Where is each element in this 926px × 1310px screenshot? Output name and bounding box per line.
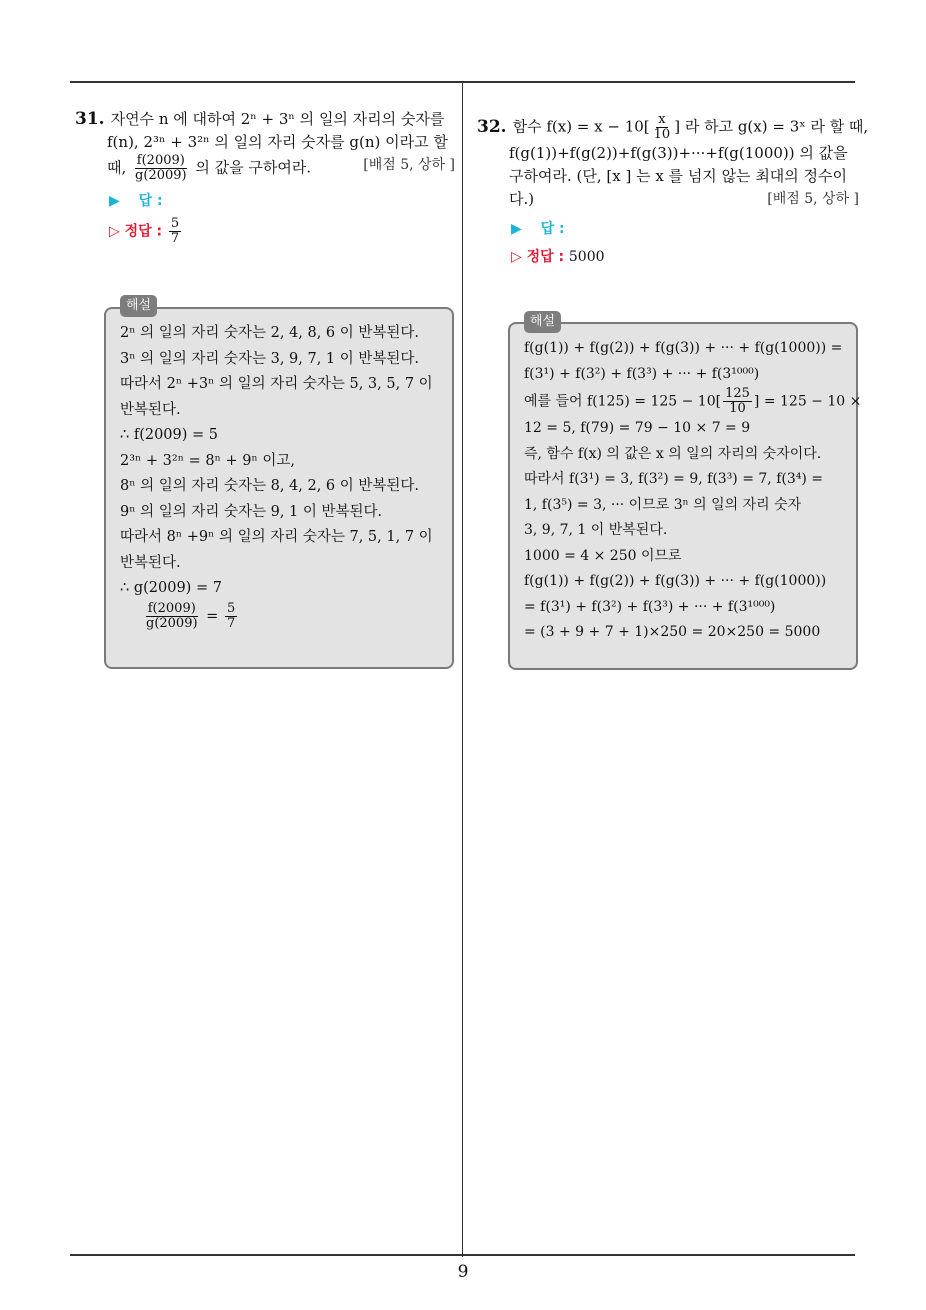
question-line: 자연수 n 에 대하여 2ⁿ + 3ⁿ 의 일의 자리의 숫자를 [110, 110, 445, 128]
solution-line: 1000 = 4 × 250 이므로 [524, 547, 682, 564]
solution-line: 즉, 함수 f(x) 의 값은 x 의 일의 자리의 숫자이다. [524, 445, 822, 462]
correct-answer-value: 5000 [568, 249, 605, 265]
question-line: 함수 f(x) = x − 10[ [512, 117, 650, 136]
solution-line: 따라서 2ⁿ +3ⁿ 의 일의 자리 숫자는 5, 3, 5, 7 이 [120, 376, 433, 392]
column-divider [462, 81, 463, 1257]
solution-tag: 해설 [120, 295, 157, 317]
solution-line: f(g(1)) + f(g(2)) + f(g(3)) + ··· + f(g(1000)) = [524, 340, 843, 356]
solution-line: 따라서 f(3¹) = 3, f(3²) = 9, f(3³) = 7, f(3⁴) = [524, 471, 824, 487]
question-line: f(g(1))+f(g(2))+f(g(3))+···+f(g(1000)) 의 값을 [509, 144, 848, 162]
solution-box-32 [508, 322, 862, 670]
solution-line: 9ⁿ 의 일의 자리 숫자는 9, 1 이 반복된다. [120, 503, 383, 520]
solution-box-31 [104, 307, 454, 669]
solution-line: 3, 9, 7, 1 이 반복된다. [524, 522, 668, 538]
answer-label: 답 : [540, 221, 565, 237]
solution-line: 예를 들어 f(125) = 125 − 10[ [524, 393, 722, 410]
fraction: $\frac{x}{10}$ [653, 112, 671, 142]
score-meta: [배점 5, 상하 ] [767, 191, 859, 207]
question-number: 31. [75, 109, 105, 129]
question-line: 의 값을 구하여라. [195, 158, 312, 177]
solution-line: 반복된다. [120, 554, 181, 571]
fraction: $\frac{f(2009)}{g(2009)}$ [135, 153, 187, 183]
solution-line: 8ⁿ 의 일의 자리 숫자는 8, 4, 2, 6 이 반복된다. [120, 478, 420, 494]
solution-line: 12 = 5, f(79) = 79 − 10 × 7 = 9 [524, 420, 751, 436]
solution-fraction: $\frac{125}{10}$ [725, 386, 750, 416]
correct-label: 정답 : [124, 223, 163, 240]
page-number: 9 [457, 1262, 469, 1282]
question-number: 32. [477, 116, 507, 137]
question-line: 구하여라. (단, [x ] 는 x 를 넘지 않는 최대의 정수이 [509, 167, 848, 185]
answer-label: 답 : [138, 193, 163, 209]
solution-fraction: $\frac{f(2009)}{g(2009)}$ [146, 600, 198, 631]
equals-sign: = [206, 608, 219, 624]
solution-line: f(3¹) + f(3²) + f(3³) + ··· + f(3¹⁰⁰⁰) [524, 365, 760, 382]
question-line: f(n), 2³ⁿ + 3²ⁿ 의 일의 자리 숫자를 g(n) 이라고 할 [107, 133, 448, 151]
question-line: 다.) [509, 190, 535, 208]
solution-line: f(g(1)) + f(g(2)) + f(g(3)) + ··· + f(g(1000)) [524, 573, 827, 589]
question-line: ] 라 하고 g(x) = 3ˣ 라 할 때, [674, 117, 869, 136]
outline-triangle-icon: ▷ [511, 249, 522, 265]
question-31 [75, 108, 455, 246]
solution-line: ] = 125 − 10 × [753, 393, 862, 410]
solution-line: 반복된다. [120, 401, 181, 418]
score-meta: [배점 5, 상하 ] [363, 157, 455, 173]
solution-line: 2³ⁿ + 3²ⁿ = 8ⁿ + 9ⁿ 이고, [120, 452, 295, 469]
solution-result-fraction: $\frac{5}{7}$ [226, 600, 236, 631]
solution-line: 1, f(3⁵) = 3, ··· 이므로 3ⁿ 의 일의 자리 숫자 [524, 496, 802, 513]
solution-line: 2ⁿ 의 일의 자리 숫자는 2, 4, 8, 6 이 반복된다. [120, 325, 420, 341]
play-triangle-icon: ▶ [109, 193, 120, 209]
solution-line: 3ⁿ 의 일의 자리 숫자는 3, 9, 7, 1 이 반복된다. [120, 350, 420, 367]
correct-answer-fraction: $\frac{5}{7}$ [170, 216, 180, 246]
outline-triangle-icon: ▷ [109, 223, 120, 240]
solution-line: 따라서 8ⁿ +9ⁿ 의 일의 자리 숫자는 7, 5, 1, 7 이 [120, 529, 433, 545]
solution-line: ∴ g(2009) = 7 [120, 580, 222, 596]
solution-line: = f(3¹) + f(3²) + f(3³) + ··· + f(3¹⁰⁰⁰) [524, 598, 776, 615]
correct-label: 정답 : [526, 249, 565, 265]
solution-tag: 해설 [524, 311, 561, 333]
play-triangle-icon: ▶ [511, 221, 522, 237]
solution-line: = (3 + 9 + 7 + 1)×250 = 20×250 = 5000 [524, 624, 821, 640]
solution-line: ∴ f(2009) = 5 [120, 427, 219, 443]
question-32 [477, 112, 869, 269]
bottom-rule [70, 1254, 855, 1256]
question-line-lead: 때, [107, 158, 127, 177]
